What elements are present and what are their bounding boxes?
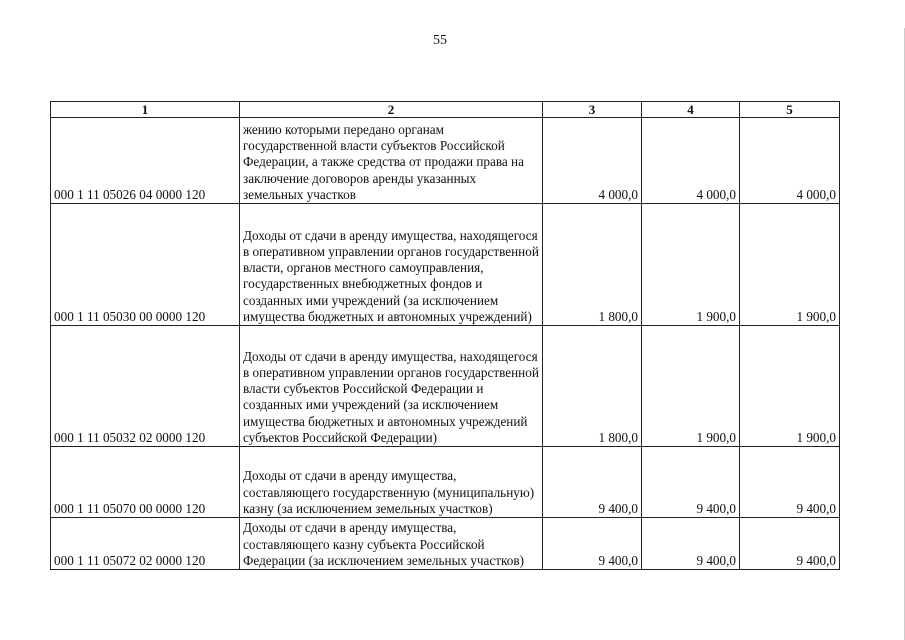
table-row [51, 118, 840, 204]
value-col-5: 4 000,0 [740, 118, 840, 204]
column-header-2: 2 [240, 102, 543, 118]
table-row [51, 447, 840, 518]
value-col-5: 9 400,0 [740, 447, 840, 518]
revenue-description: Доходы от сдачи в аренду имущества, находящегося в оперативном управлении органов государственной власти субъектов Российской Федерации и созданных ими учреждений (за исключением имущества бюджетных и автономных учреждений субъектов Российской Федерации) [240, 326, 543, 447]
revenue-description: жению которыми передано органам государственной власти субъектов Российской Федерации, а также средства от продажи права на заключение договоров аренды указанных земельных участков [240, 118, 543, 204]
value-col-3: 4 000,0 [543, 118, 642, 204]
value-col-5: 9 400,0 [740, 518, 840, 570]
value-col-4: 1 900,0 [642, 204, 740, 326]
budget-table [50, 101, 840, 570]
value-col-4: 1 900,0 [642, 326, 740, 447]
revenue-code: 000 1 11 05032 02 0000 120 [51, 326, 240, 447]
value-col-4: 4 000,0 [642, 118, 740, 204]
revenue-code: 000 1 11 05026 04 0000 120 [51, 118, 240, 204]
table-row [51, 204, 840, 326]
column-header-5: 5 [740, 102, 840, 118]
revenue-description: Доходы от сдачи в аренду имущества, составляющего казну субъекта Российской Федерации (за исключением земельных участков) [240, 518, 543, 570]
value-col-5: 1 900,0 [740, 204, 840, 326]
value-col-4: 9 400,0 [642, 447, 740, 518]
table-row [51, 518, 840, 570]
value-col-3: 1 800,0 [543, 326, 642, 447]
value-col-3: 9 400,0 [543, 518, 642, 570]
column-header-4: 4 [642, 102, 740, 118]
value-col-3: 1 800,0 [543, 204, 642, 326]
revenue-code: 000 1 11 05030 00 0000 120 [51, 204, 240, 326]
column-header-1: 1 [51, 102, 240, 118]
value-col-3: 9 400,0 [543, 447, 642, 518]
header-row [51, 102, 840, 118]
revenue-code: 000 1 11 05072 02 0000 120 [51, 518, 240, 570]
table-row [51, 326, 840, 447]
value-col-4: 9 400,0 [642, 518, 740, 570]
revenue-code: 000 1 11 05070 00 0000 120 [51, 447, 240, 518]
page-number: 55 [433, 33, 447, 48]
value-col-5: 1 900,0 [740, 326, 840, 447]
revenue-description: Доходы от сдачи в аренду имущества, составляющего государственную (муниципальную) казну (за исключением земельных участков) [240, 447, 543, 518]
column-header-3: 3 [543, 102, 642, 118]
revenue-description: Доходы от сдачи в аренду имущества, находящегося в оперативном управлении органов государственной власти, органов местного самоуправления, государственных внебюджетных фондов и созданных ими учреждений (за исключением имущества бюджетных и автономных учреждений) [240, 204, 543, 326]
